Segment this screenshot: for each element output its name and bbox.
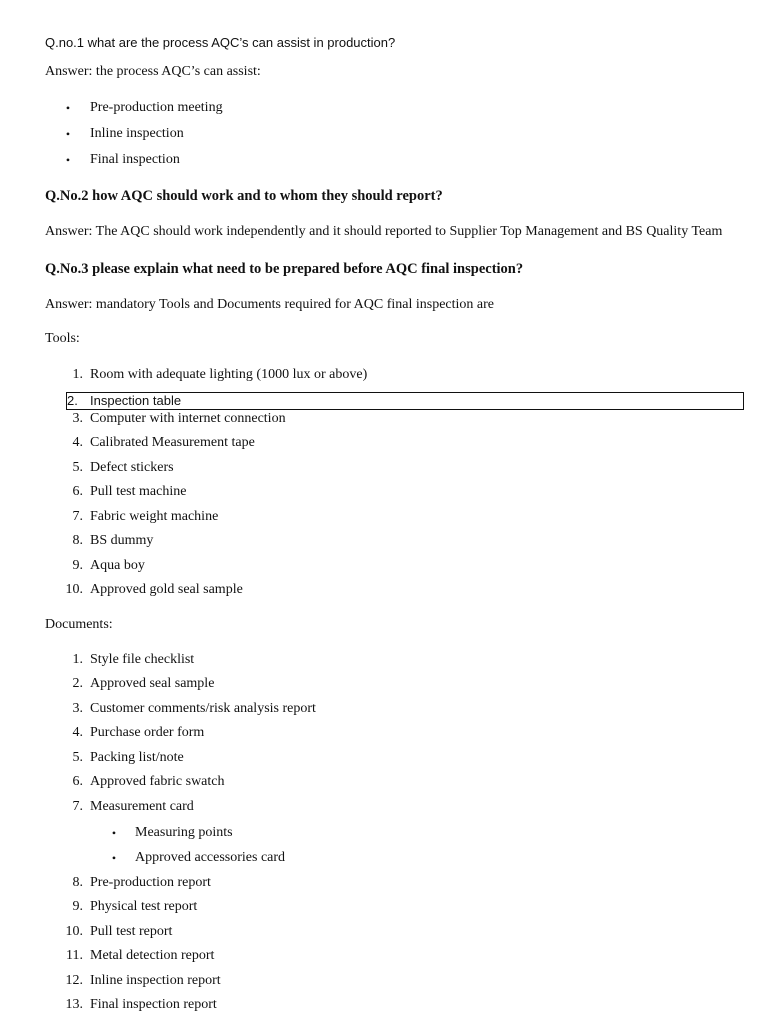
tools-heading: Tools: <box>45 331 80 346</box>
selected-list-item[interactable]: 2. Inspection table <box>66 392 744 410</box>
document-page: Q.no.1 what are the process AQC’s can assist in production? Answer: the process AQC’s can assist: • Pre-production meeting • Inline inspection • Final inspection Q.No.2 how AQC should work and to whom they should report? Answer: The AQC should work independently and it should reported to Supplier Top Management and BS Quality Team Q.No.3 please explain what need to be prepared before AQC final inspection? Answer: mandatory Tools and Documents required for AQC final inspection are Tools: 1. Room with adequate lighting (1000 lux or above) 2. Inspection table 3. Computer with internet connection 4. Calibrated Measurement tape 5. Defect stickers 6. Pull test machine 7. Fabric weight machine 8. BS dummy 9. Aqua boy 10. Approved gold seal sample Documents: 1. Style file checklist 2. Approved seal sample 3. Customer comments/risk analysis report 4. Purchase order form 5. Packing list/note 6. Approved fabric swatch 7. Measurement card • Measuring points • Approved accessories card 8. Pre-production report 9. Physical test report 10. Pull test report 11. Metal detection report 12. Inline inspection report 13. Final inspection report <box>0 0 768 1024</box>
answer-2: Answer: The AQC should work independently and it should reported to Supplier Top Management and BS Quality Team <box>45 224 723 239</box>
bullet-icon: • <box>111 826 117 840</box>
bullet-icon: • <box>65 153 71 167</box>
documents-heading: Documents: <box>45 617 113 632</box>
answer-3: Answer: mandatory Tools and Documents required for AQC final inspection are <box>45 297 494 312</box>
answer-1: Answer: the process AQC’s can assist: <box>45 64 261 79</box>
question-2: Q.No.2 how AQC should work and to whom they should report? <box>45 188 443 204</box>
question-1: Q.no.1 what are the process AQC’s can assist in production? <box>45 35 396 50</box>
bullet-icon: • <box>111 851 117 865</box>
question-3: Q.No.3 please explain what need to be prepared before AQC final inspection? <box>45 261 524 277</box>
bullet-icon: • <box>65 127 71 141</box>
bullet-icon: • <box>65 101 71 115</box>
